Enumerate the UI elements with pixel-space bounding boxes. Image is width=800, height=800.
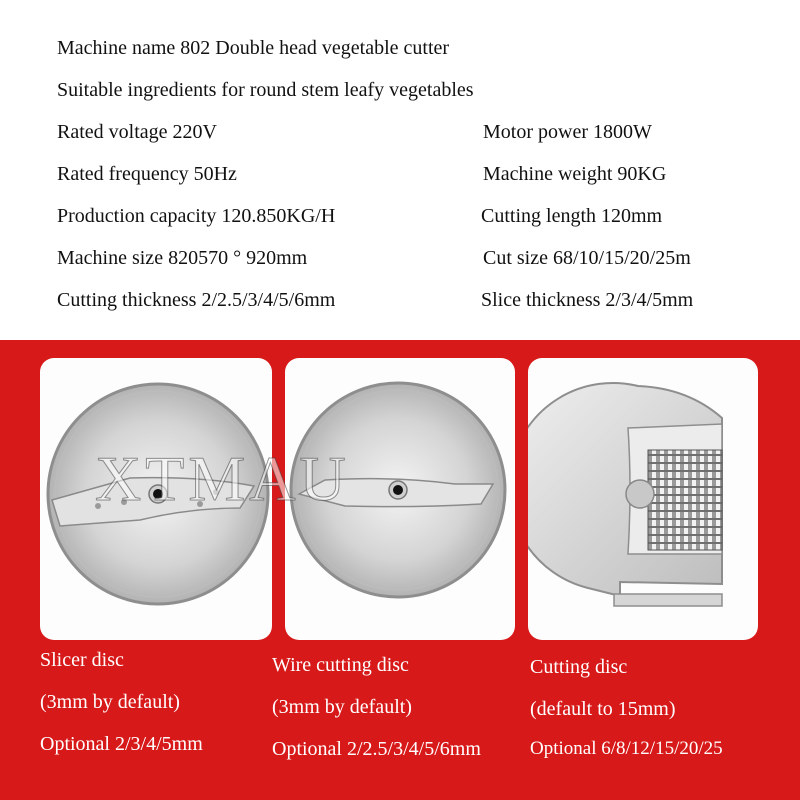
wire-cutting-disc-default: (3mm by default) (272, 696, 412, 718)
watermark-text: XTMAU (95, 443, 350, 514)
spec-production-capacity: Production capacity 120.850KG/H (57, 205, 336, 227)
spec-cutting-length: Cutting length 120mm (481, 205, 663, 227)
cutting-disc-name: Cutting disc (530, 656, 628, 678)
spec-suitable-ingredients: Suitable ingredients for round stem leafy vegetables (57, 79, 474, 101)
spec-cutting-thickness: Cutting thickness 2/2.5/3/4/5/6mm (57, 289, 336, 311)
slicer-disc-name: Slicer disc (40, 649, 124, 671)
cutting-disc-card (528, 358, 758, 640)
slicer-disc-default: (3mm by default) (40, 691, 180, 713)
wire-cutting-disc-options: Optional 2/2.5/3/4/5/6mm (272, 738, 481, 760)
spec-motor-power: Motor power 1800W (483, 121, 652, 143)
cutting-disc-default: (default to 15mm) (530, 698, 676, 720)
spec-slice-thickness: Slice thickness 2/3/4/5mm (481, 289, 694, 311)
cutting-disc-image (528, 358, 758, 640)
spec-rated-frequency: Rated frequency 50Hz (57, 163, 237, 185)
spec-rated-voltage: Rated voltage 220V (57, 121, 217, 143)
spec-machine-name: Machine name 802 Double head vegetable cutter (57, 37, 450, 59)
cutting-disc-options: Optional 6/8/12/15/20/25 (530, 738, 723, 759)
wire-cutting-disc-name: Wire cutting disc (272, 654, 409, 676)
spec-machine-size: Machine size 820570 ° 920mm (57, 247, 308, 269)
spec-cut-size: Cut size 68/10/15/20/25m (483, 247, 691, 269)
slicer-disc-options: Optional 2/3/4/5mm (40, 733, 203, 755)
spec-machine-weight: Machine weight 90KG (483, 163, 667, 185)
